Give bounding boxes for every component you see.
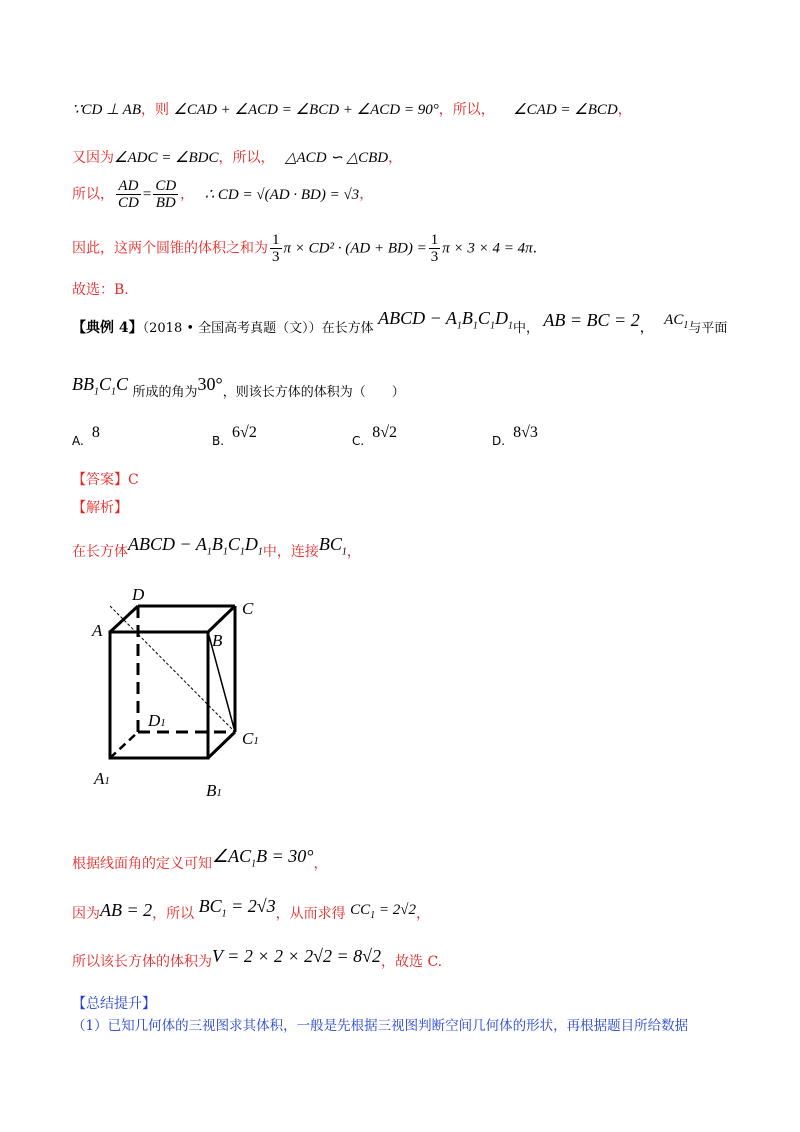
solution-line-1: ∵CD ⊥ AB，则 ∠CAD + ∠ACD = ∠BCD + ∠ACD = 90°，所以， ∠CAD = ∠BCD， (72, 102, 632, 118)
problem-line-2: $BB_1C_1C$ 所成的角为30°，则该长方体的体积为（ ） (72, 374, 405, 400)
label-a1: A1 (94, 769, 110, 788)
problem-tag: 【典例 4】 (72, 320, 143, 336)
math-bc1-value: $BC_1 = 2√3$ (198, 896, 276, 920)
math-ac1: $AC_1$ (664, 312, 689, 331)
answer-tag: 【答案】 (72, 472, 128, 488)
label-c1: C1 (242, 729, 259, 748)
problem-line-1: 【典例 4】（2018 • 全国高考真题（文））在长方体 ABCD − $A_1B_1C_1D_1$中， AB = BC = 2， $AC_1$与平面 (72, 308, 728, 336)
label-a: A (92, 621, 103, 640)
front-face (110, 632, 208, 758)
option-a[interactable]: A. 8 (72, 424, 100, 448)
solution-step-4: 所以该长方体的体积为V = 2 × 2 × 2√2 = 8√2，故选 C. (72, 946, 443, 970)
problem-source: （2018 • 全国高考真题（文））在长方体 (142, 321, 374, 336)
math-ab-2: AB = 2 (100, 900, 153, 920)
answer-line (72, 470, 139, 490)
summary-text: （1）已知几何体的三视图求其体积，一般是先根据三视图判断空间几何体的形状，再根据题目所给数据 (72, 1018, 689, 1034)
frac-one-third-2: $\frac{1}{3}$ (430, 232, 439, 265)
choose-b: 故选：B. (72, 282, 129, 298)
math-volume-v: V = 2 × 2 × 2√2 = 8√2 (212, 946, 382, 966)
text-volume-question: ，则该长方体的体积为（ ） (222, 385, 405, 400)
math-cd-perp-ab: ∵CD ⊥ AB (72, 102, 142, 118)
math-similar: △ACD ∽ △CBD (284, 150, 389, 166)
math-volume-expr: π × CD² · (AD + BD) = (283, 240, 427, 257)
math-cuboid: ABCD − $A_1B_1C_1D_1$ (378, 308, 513, 332)
solution-line-2: 又因为∠ADC = ∠BDC，所以， △ACD ∽ △CBD， (72, 150, 403, 166)
option-d[interactable]: D. 8√3 (492, 424, 538, 448)
math-angle-sum: ∠CAD + ∠ACD = ∠BCD + ∠ACD = 90° (173, 102, 439, 118)
math-cc1-value: $CC_1 = 2√2$ (350, 902, 416, 921)
math-cd-sqrt: ∴ CD = √(AD · BD) = √3 (204, 186, 360, 203)
summary-tag: 【总结提升】 (72, 996, 156, 1012)
math-angle-adc: ∠ADC = ∠BDC (114, 150, 219, 166)
option-b[interactable]: B. 6√2 (212, 424, 257, 448)
solution-line-3: 所以， $\frac{AD}{CD}$ = $\frac{CD}{BD}$ ， ∴ CD = √(AD · BD) = √3， (72, 178, 374, 211)
text-then: ，则 (141, 102, 170, 118)
text-cone-volume: 因此，这两个圆锥的体积之和为 (72, 240, 268, 257)
text-so: ，所以， (438, 102, 495, 118)
frac-cd-bd: $\frac{CD}{BD}$ (155, 178, 177, 211)
math-plane-bb1c1c: $BB_1C_1C$ (72, 374, 129, 398)
label-d1: D1 (148, 711, 166, 730)
label-c: C (242, 599, 254, 618)
solution-step-2: 根据线面角的定义可知$\angle AC_1B = 30^\circ$， (72, 846, 328, 872)
option-c[interactable]: C. 8√2 (352, 424, 397, 448)
math-volume-result: π × 3 × 4 = 4π (442, 240, 533, 257)
analysis-tag: 【解析】 (72, 500, 128, 516)
solution-line-4: 因此，这两个圆锥的体积之和为 $\frac{1}{3}$ π × CD² · (AD + BD) = $\frac{1}{3}$ π × 3 × 4 = 4π. (72, 232, 538, 265)
label-b: B (212, 631, 223, 650)
answer-value: C (128, 472, 139, 488)
label-d: D (132, 585, 145, 604)
frac-ad-cd: $\frac{AD}{CD}$ (118, 178, 139, 211)
frac-one-third: $\frac{1}{3}$ (272, 232, 280, 265)
text-because: 又因为 (72, 150, 114, 166)
math-angle-equal: ∠CAD = ∠BCD (513, 102, 618, 118)
text-with-plane: 与平面 (688, 321, 728, 336)
math-bc1: $BC_1$ (318, 534, 347, 558)
math-angle-ac1b: $\angle AC_1B = 30^\circ$ (212, 846, 314, 870)
solution-step-1: 在长方体ABCD − $A_1B_1C_1D_1$中，连接$BC_1$， (72, 534, 361, 560)
math-cuboid-2: ABCD − $A_1B_1C_1D_1$ (128, 534, 263, 558)
math-30deg: 30° (197, 374, 223, 394)
label-b1: B1 (206, 781, 222, 800)
math-ab-bc: AB = BC = 2 (543, 310, 640, 330)
cuboid-figure (90, 584, 280, 814)
text-so-2: ，所以， (218, 150, 275, 166)
text-therefore: 所以， (72, 186, 114, 203)
solution-step-3: 因为AB = 2，所以 $BC_1 = 2√3$，从而求得 $CC_1 = 2√2$， (72, 896, 430, 922)
